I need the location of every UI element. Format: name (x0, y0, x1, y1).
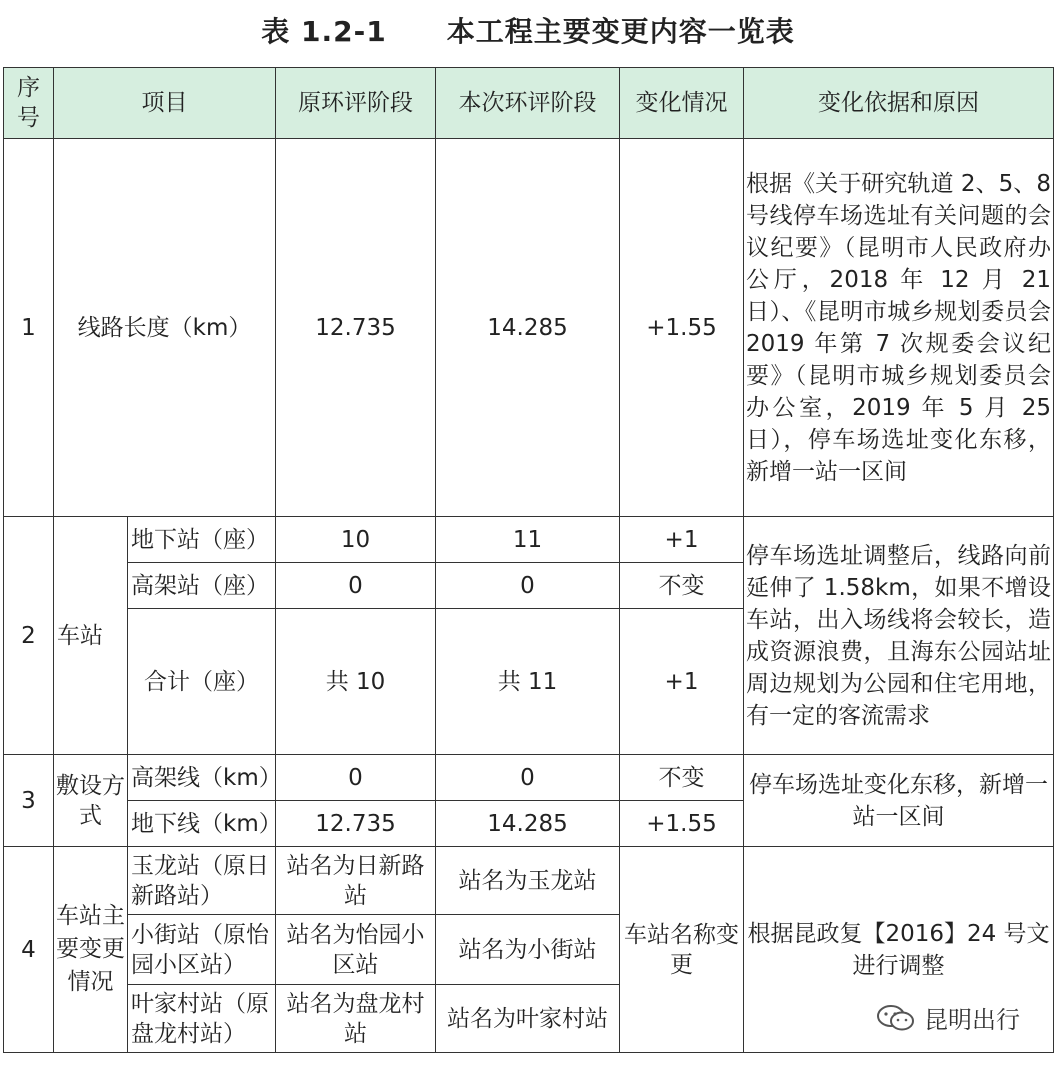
row1-change: +1.55 (620, 139, 744, 517)
header-change: 变化情况 (620, 68, 744, 139)
header-item: 项目 (54, 68, 276, 139)
table-row (4, 139, 1054, 517)
row3-sub2-orig: 12.735 (276, 801, 436, 847)
change-table (3, 67, 1054, 1053)
row3-reason: 停车场选址变化东移，新增一站一区间 (744, 755, 1054, 847)
row3-group: 敷设方式 (54, 755, 128, 847)
row1-seq: 1 (4, 139, 54, 517)
row3-sub2-curr: 14.285 (436, 801, 620, 847)
header-row (4, 68, 1054, 139)
row4-sub2-curr: 站名为小街站 (436, 915, 620, 985)
row2-reason: 停车场选址调整后，线路向前延伸了 1.58km，如果不增设车站，出入场线将会较长，造成资源浪费，且海东公园站址周边规划为公园和住宅用地，有一定的客流需求 (744, 517, 1054, 755)
row4-sub3-curr: 站名为叶家村站 (436, 985, 620, 1053)
row3-sub1-orig: 0 (276, 755, 436, 801)
row4-change: 车站名称变更 (620, 847, 744, 1053)
table-row (4, 755, 1054, 801)
row1-item: 线路长度（km） (54, 139, 276, 517)
row2-sub2-curr: 0 (436, 563, 620, 609)
row3-sub1-item: 高架线（km） (128, 755, 276, 801)
row2-sub1-item: 地下站（座） (128, 517, 276, 563)
header-curr: 本次环评阶段 (436, 68, 620, 139)
row2-sub2-change: 不变 (620, 563, 744, 609)
header-reason: 变化依据和原因 (744, 68, 1054, 139)
row4-sub3-orig: 站名为盘龙村站 (276, 985, 436, 1053)
row2-sub3-change: +1 (620, 609, 744, 755)
header-orig: 原环评阶段 (276, 68, 436, 139)
row2-sub1-orig: 10 (276, 517, 436, 563)
row2-sub3-orig: 共 10 (276, 609, 436, 755)
row4-group: 车站主要变更情况 (54, 847, 128, 1053)
table-row (4, 517, 1054, 563)
header-seq: 序号 (4, 68, 54, 139)
row3-seq: 3 (4, 755, 54, 847)
row4-sub1-item: 玉龙站（原日新路站） (128, 847, 276, 915)
row3-sub1-change: 不变 (620, 755, 744, 801)
row4-sub1-curr: 站名为玉龙站 (436, 847, 620, 915)
row2-sub1-curr: 11 (436, 517, 620, 563)
row2-sub1-change: +1 (620, 517, 744, 563)
row4-reason: 根据昆政复【2016】24 号文进行调整 (744, 847, 1054, 1053)
table-title (0, 10, 1056, 50)
row2-group: 车站 (54, 517, 128, 755)
table-caption: 本工程主要变更内容一览表 (446, 15, 795, 48)
row2-sub3-item: 合计（座） (128, 609, 276, 755)
row3-sub2-change: +1.55 (620, 801, 744, 847)
wechat-icon (876, 1004, 916, 1032)
row3-sub1-curr: 0 (436, 755, 620, 801)
row1-orig: 12.735 (276, 139, 436, 517)
table-row (4, 847, 1054, 915)
row4-sub3-item: 叶家村站（原盘龙村站） (128, 985, 276, 1053)
row1-curr: 14.285 (436, 139, 620, 517)
row4-seq: 4 (4, 847, 54, 1053)
row1-reason: 根据《关于研究轨道 2、5、8 号线停车场选址有关问题的会议纪要》（昆明市人民政府办公厅，2018 年 12 月 21 日）、《昆明市城乡规划委员会 2019 年第 7 次规委会议纪要》（昆明市城乡规划委员会办公室，2019 年 5 月 25 日），停车场选址变化东移，新增一站一区间 (744, 139, 1054, 517)
row4-sub2-orig: 站名为怡园小区站 (276, 915, 436, 985)
row4-sub1-orig: 站名为日新路站 (276, 847, 436, 915)
row2-sub2-orig: 0 (276, 563, 436, 609)
watermark (870, 998, 1026, 1037)
row2-seq: 2 (4, 517, 54, 755)
watermark-text: 昆明出行 (924, 1006, 1020, 1034)
row2-sub2-item: 高架站（座） (128, 563, 276, 609)
table-number: 表 1.2-1 (261, 15, 387, 48)
row4-sub2-item: 小街站（原怡园小区站） (128, 915, 276, 985)
row2-sub3-curr: 共 11 (436, 609, 620, 755)
row3-sub2-item: 地下线（km） (128, 801, 276, 847)
